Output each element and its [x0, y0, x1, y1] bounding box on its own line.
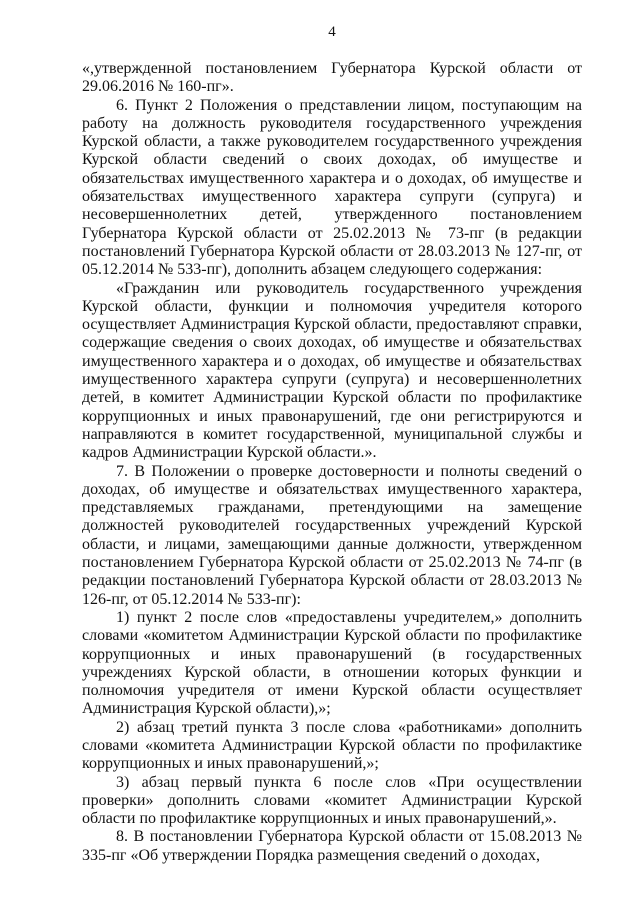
- paragraph-subitem-1: 1) пункт 2 после слов «предоставлены учредителем,» дополнить словами «комитетом Администрации Курской области по профилактике коррупционных и иных правонарушений (в государственных учреждениях Курской области, в отношении которых функции и полномочия учредителя от имени Курской области осуществляет Администрация Курской области),»;: [82, 608, 582, 718]
- paragraph-subitem-2: 2) абзац третий пункта 3 после слова «работниками» дополнить словами «комитета Администрации Курской области по профилактике коррупционных и иных правонарушений,»;: [82, 718, 582, 773]
- paragraph-continuation: «,утвержденной постановлением Губернатора Курской области от 29.06.2016 № 160-пг».: [82, 60, 582, 96]
- paragraph-item-6: 6. Пункт 2 Положения о представлении лицом, поступающим на работу на должность руководителя государственного учреждения Курской области, а также руководителем государственного учреждения Курской области сведений о своих доходах, об имуществе и обязательствах имущественного характера и о доходах, об имуществе и обязательствах имущественного характера супруги (супруга) и несовершеннолетних детей, утвержденного постановлением Губернатора Курской области от 25.02.2013 № 73-пг (в редакции постановлений Губернатора Курской области от 28.03.2013 № 127-пг, от 05.12.2014 № 533-пг), дополнить абзацем следующего содержания:: [82, 96, 582, 279]
- paragraph-subitem-3: 3) абзац первый пункта 6 после слов «При осуществлении проверки» дополнить словами «комитет Администрации Курской области по профилактике коррупционных и иных правонарушений,».: [82, 773, 582, 828]
- paragraph-item-8: 8. В постановлении Губернатора Курской области от 15.08.2013 № 335-пг «Об утверждении Порядка размещения сведений о доходах,: [82, 828, 582, 864]
- paragraph-item-7: 7. В Положении о проверке достоверности и полноты сведений о доходах, об имуществе и обязательствах имущественного характера, представляемых гражданами, претендующими на замещение должностей руководителей государственных учреждений Курской области, и лицами, замещающими данные должности, утвержденном постановлением Губернатора Курской области от 25.02.2013 № 74-пг (в редакции постановлений Губернатора Курской области от 28.03.2013 № 126-пг, от 05.12.2014 № 533-пг):: [82, 462, 582, 608]
- page-number: 4: [328, 24, 336, 40]
- paragraph-quoted-addition: «Гражданин или руководитель государственного учреждения Курской области, функции и полномочия учредителя которого осуществляет Администрация Курской области, предоставляют справки, содержащие сведения о своих доходах, об имуществе и обязательствах имущественного характера и о доходах, об имуществе и обязательствах имущественного характера супруги (супруга) и несовершеннолетних детей, в комитет Администрации Курской области по профилактике коррупционных и иных правонарушений, где они регистрируются и направляются в комитет государственной, муниципальной службы и кадров Администрации Курской области.».: [82, 279, 582, 462]
